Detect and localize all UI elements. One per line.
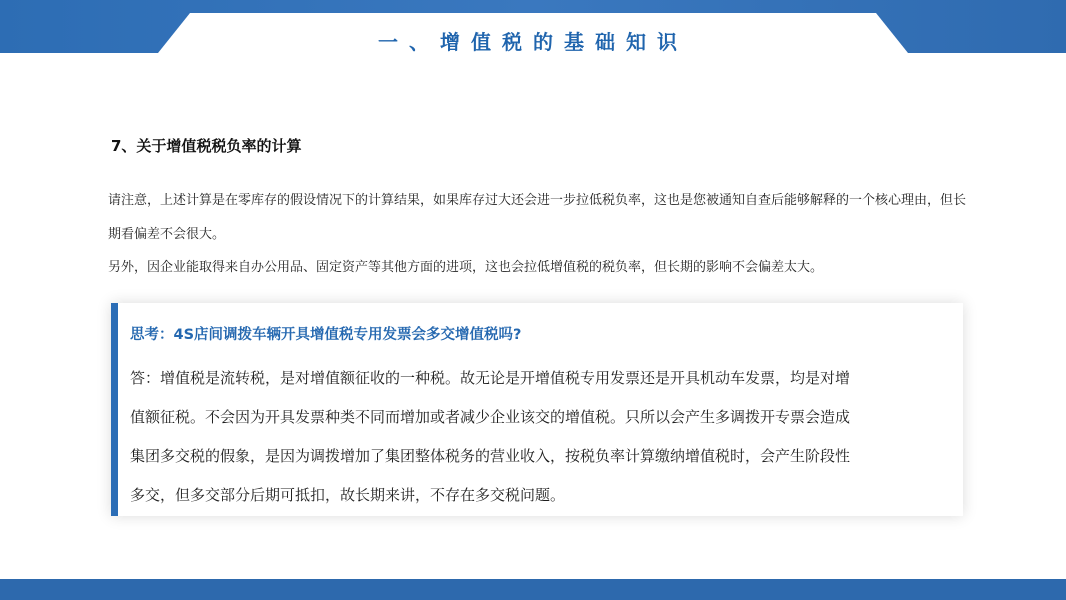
section-heading: 7、关于增值税税负率的计算 (111, 137, 302, 155)
thinking-callout (111, 303, 963, 516)
paragraph-1: 请注意，上述计算是在零库存的假设情况下的计算结果，如果库存过大还会进一步拉低税负率，这也是您被通知自查后能够解释的一个核心理由，但长期看偏差不会很大。 (108, 193, 967, 242)
body-text (108, 184, 968, 285)
answer-line-3: 集团多交税的假象，是因为调拨增加了集团整体税务的营业收入，按税负率计算缴纳增值税时，会产生阶段性 (130, 447, 851, 465)
answer-line-2: 值额征税。不会因为开具发票种类不同而增加或者减少企业该交的增值税。只所以会产生多调拨开专票会造成 (130, 408, 851, 426)
answer-line-4: 多交，但多交部分后期可抵扣，故长期来讲，不存在多交税问题。 (130, 486, 566, 504)
callout-answer (130, 359, 930, 515)
answer-line-1: 答：增值税是流转税，是对增值额征收的一种税。故无论是开增值税专用发票还是开具机动车发票，均是对增 (130, 369, 851, 387)
paragraph-2: 另外，因企业能取得来自办公用品、固定资产等其他方面的进项，这也会拉低增值税的税负率，但长期的影响不会偏差太大。 (108, 260, 824, 275)
footer-band (0, 579, 1066, 600)
page-title: 一、增值税的基础知识 (378, 30, 688, 54)
callout-question: 思考：4S店间调拨车辆开具增值税专用发票会多交增值税吗? (130, 327, 522, 343)
